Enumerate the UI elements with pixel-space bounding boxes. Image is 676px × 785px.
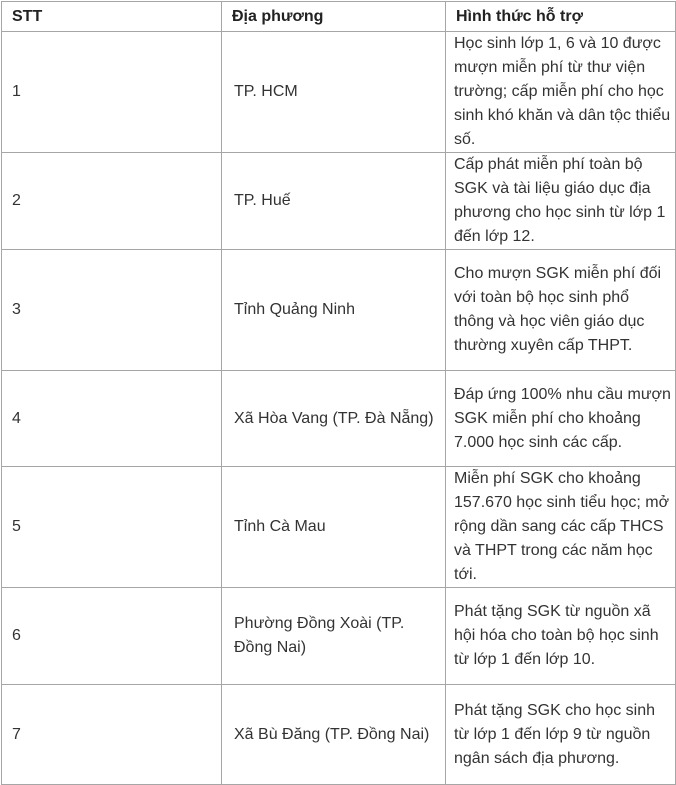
- table-header-row: [2, 2, 676, 32]
- cell-stt: 7: [2, 685, 222, 785]
- cell-locality: Phường Đồng Xoài (TP. Đồng Nai): [222, 588, 446, 685]
- cell-support: Cấp phát miễn phí toàn bộ SGK và tài liệu giáo dục địa phương cho học sinh từ lớp 1 đến lớp 12.: [446, 153, 676, 250]
- cell-stt: 1: [2, 32, 222, 153]
- cell-locality: Xã Bù Đăng (TP. Đồng Nai): [222, 685, 446, 785]
- cell-stt: 5: [2, 467, 222, 588]
- cell-stt: 2: [2, 153, 222, 250]
- header-support: Hình thức hỗ trợ: [446, 2, 676, 32]
- header-locality: Địa phương: [222, 2, 446, 32]
- cell-support: Học sinh lớp 1, 6 và 10 được mượn miễn phí từ thư viện trường; cấp miễn phí cho học sinh khó khăn và dân tộc thiểu số.: [446, 32, 676, 153]
- cell-locality: Xã Hòa Vang (TP. Đà Nẵng): [222, 371, 446, 467]
- cell-locality: TP. HCM: [222, 32, 446, 153]
- cell-stt: 4: [2, 371, 222, 467]
- table-row: [2, 588, 676, 685]
- cell-stt: 3: [2, 250, 222, 371]
- cell-support: Miễn phí SGK cho khoảng 157.670 học sinh tiểu học; mở rộng dần sang các cấp THCS và THPT trong các năm học tới.: [446, 467, 676, 588]
- cell-support: Phát tặng SGK từ nguồn xã hội hóa cho toàn bộ học sinh từ lớp 1 đến lớp 10.: [446, 588, 676, 685]
- cell-support: Cho mượn SGK miễn phí đối với toàn bộ học sinh phổ thông và học viên giáo dục thường xuyên cấp THPT.: [446, 250, 676, 371]
- cell-locality: TP. Huế: [222, 153, 446, 250]
- cell-locality: Tỉnh Cà Mau: [222, 467, 446, 588]
- cell-support: Phát tặng SGK cho học sinh từ lớp 1 đến lớp 9 từ nguồn ngân sách địa phương.: [446, 685, 676, 785]
- table-row: [2, 685, 676, 785]
- table-row: [2, 153, 676, 250]
- table-row: [2, 371, 676, 467]
- header-stt: STT: [2, 2, 222, 32]
- support-table: [1, 1, 676, 785]
- cell-locality: Tỉnh Quảng Ninh: [222, 250, 446, 371]
- table-row: [2, 250, 676, 371]
- table-row: [2, 467, 676, 588]
- cell-stt: 6: [2, 588, 222, 685]
- table-row: [2, 32, 676, 153]
- cell-support: Đáp ứng 100% nhu cầu mượn SGK miễn phí cho khoảng 7.000 học sinh các cấp.: [446, 371, 676, 467]
